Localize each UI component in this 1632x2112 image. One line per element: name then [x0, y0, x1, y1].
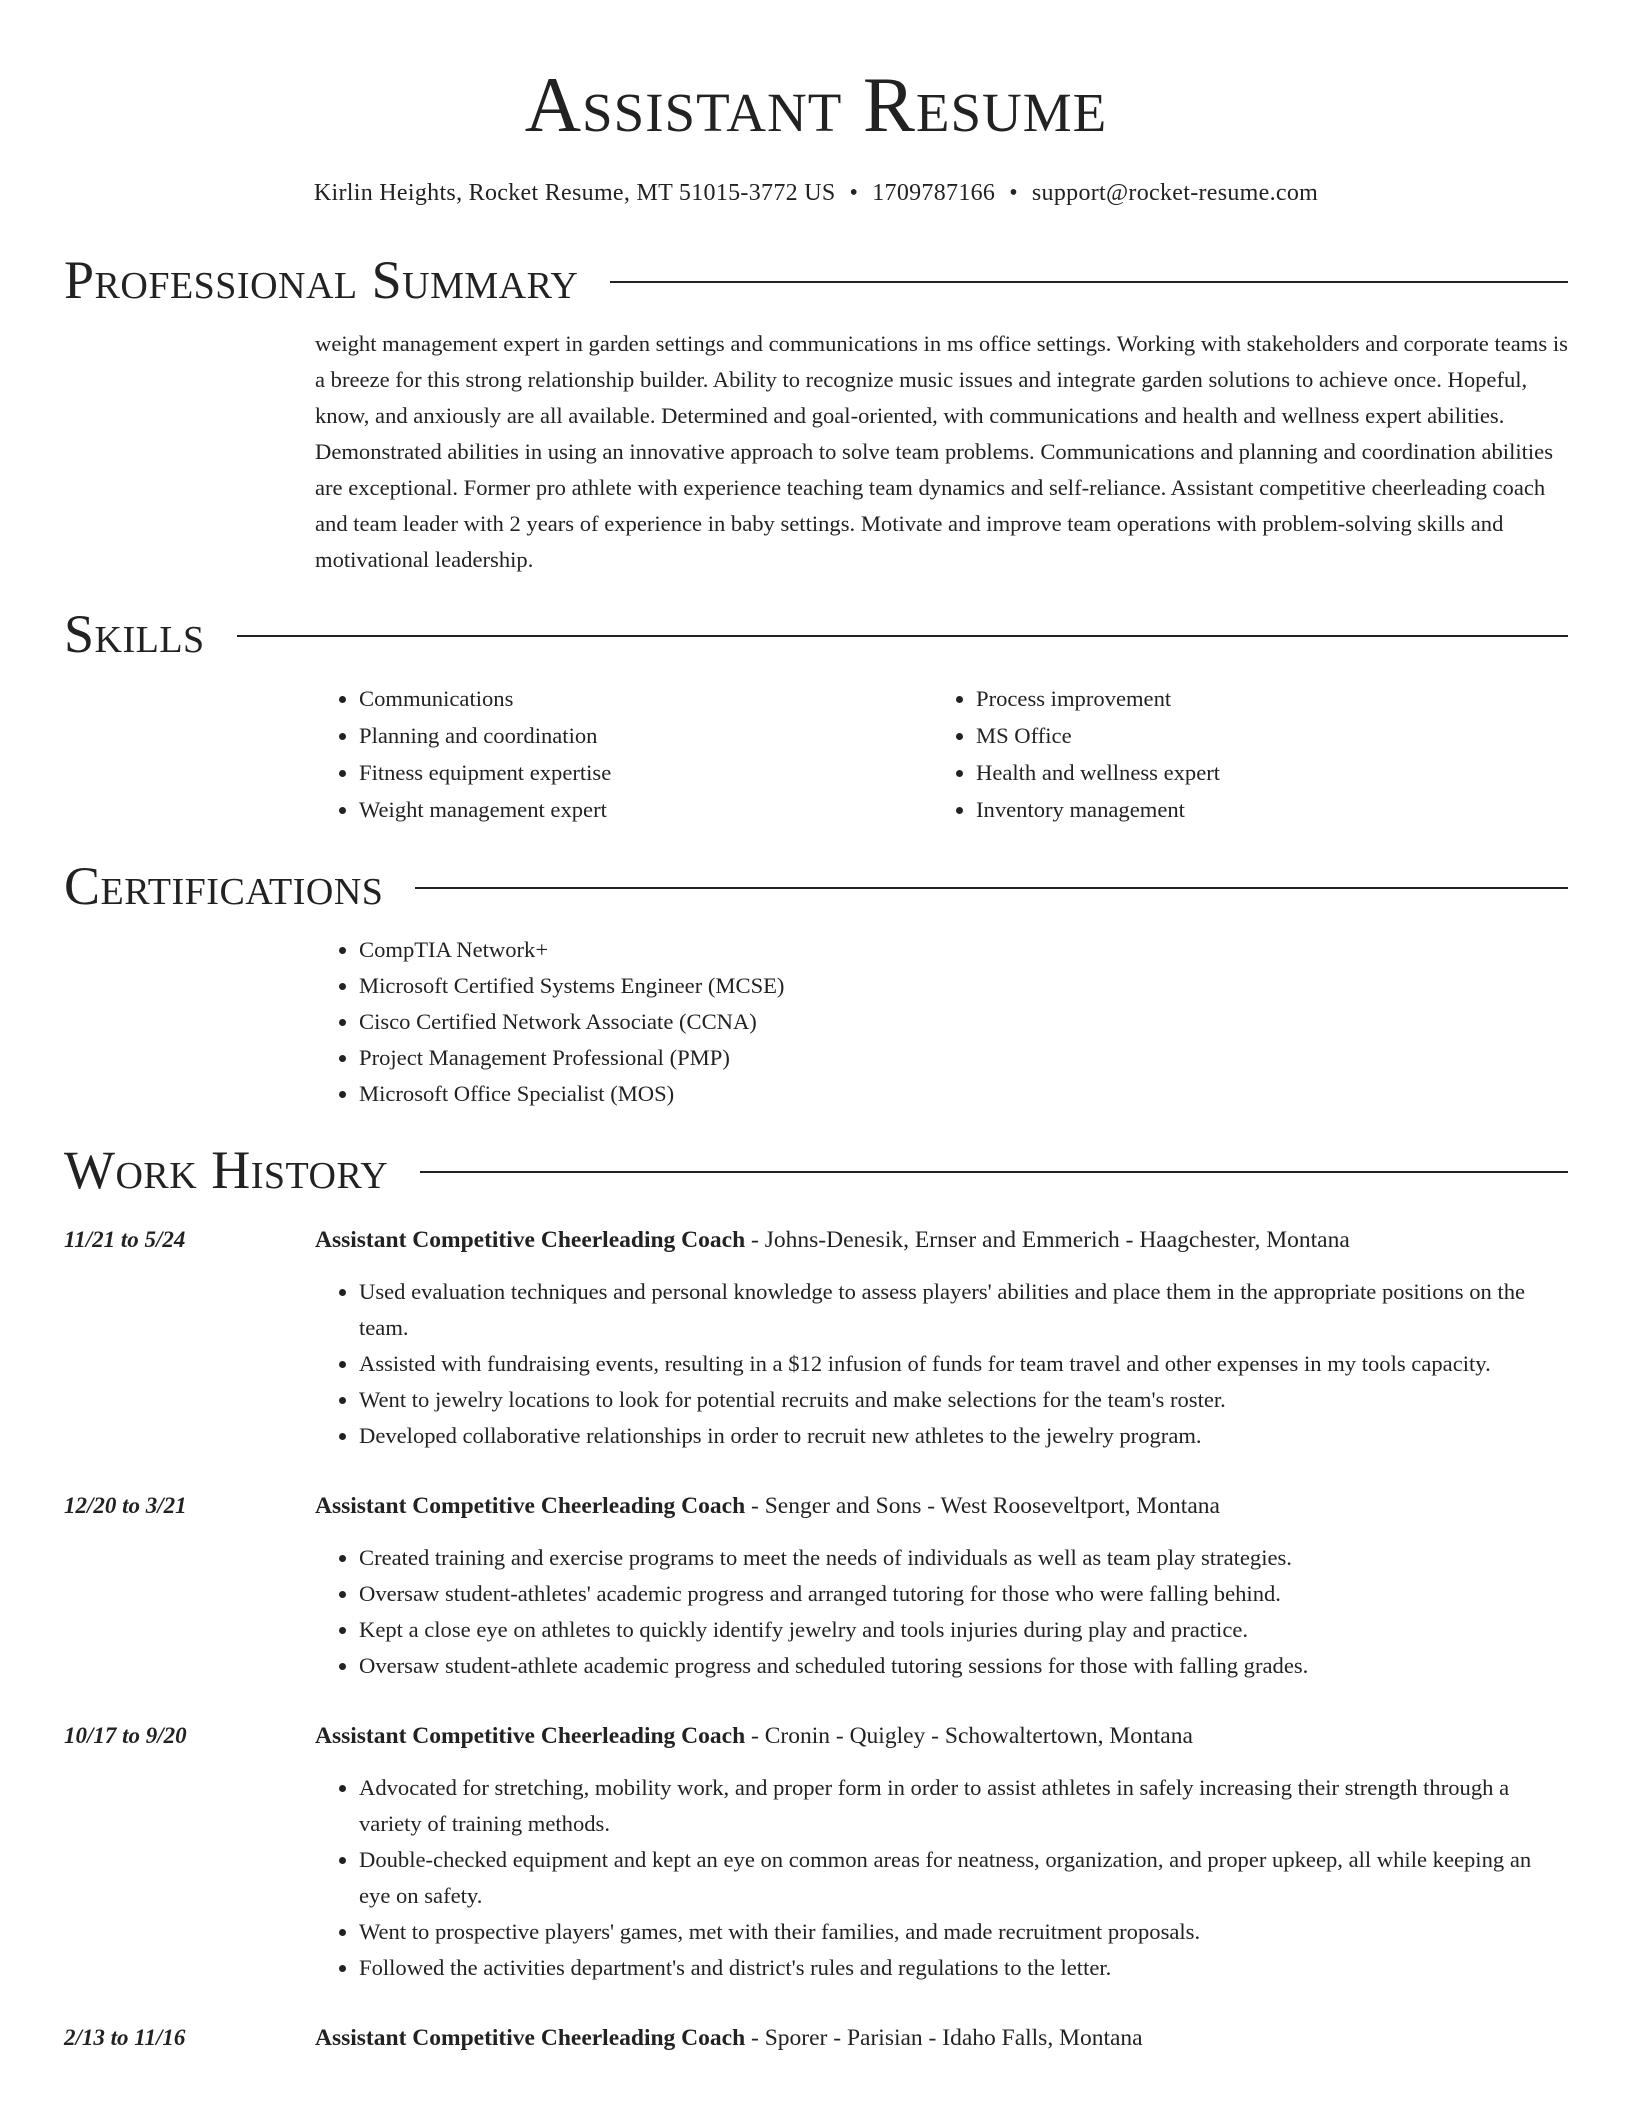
- section-divider: [415, 887, 1568, 889]
- certifications-list: [315, 932, 1568, 1112]
- skill-item: • Communications: [359, 680, 932, 717]
- contact-email: support@rocket-resume.com: [1031, 180, 1319, 206]
- job-heading: [315, 2020, 1568, 2056]
- section-divider: [420, 1171, 1568, 1173]
- certification-item: • CompTIA Network+: [359, 932, 1568, 968]
- work-history-heading: Work History: [64, 1140, 389, 1200]
- skill-item: • MS Office: [976, 717, 1549, 754]
- job-employer: - Johns-Denesik, Ernser and Emmerich - Haagchester, Montana: [745, 1227, 1350, 1253]
- skills-section-header: [64, 602, 1568, 666]
- job-employer: - Cronin - Quigley - Schowaltertown, Montana: [745, 1723, 1193, 1749]
- job-heading: [315, 1222, 1568, 1258]
- resume-page: [64, 0, 1568, 2072]
- section-divider: [237, 635, 1568, 637]
- job-bullet: • Oversaw student-athletes' academic progress and arranged tutoring for those who were falling behind.: [359, 1576, 1568, 1612]
- job-bullets: [315, 1540, 1568, 1684]
- job-bullet: • Went to prospective players' games, met with their families, and made recruitment proposals.: [359, 1914, 1568, 1950]
- summary-text: weight management expert in garden settings and communications in ms office settings. Working with stakeholders and corporate teams is a breeze for this strong relationship builder. Ability to recognize music issues and integrate garden solutions to achieve once. Hopeful, know, and anxiously are all available. Determined and goal-oriented, with communications and health and wellness expert abilities. Demonstrated abilities in using an innovative approach to solve team problems. Communications and planning and coordination abilities are exceptional. Former pro athlete with experience teaching team dynamics and self-reliance. Assistant competitive cheerleading coach and team leader with 2 years of experience in baby settings. Motivate and improve team operations with problem-solving skills and motivational leadership.: [315, 331, 1568, 572]
- job-entry: [64, 1222, 1568, 1454]
- job-role: Assistant Competitive Cheerleading Coach: [315, 2025, 746, 2051]
- job-bullets: [315, 1770, 1568, 1986]
- job-bullets: [315, 1274, 1568, 1454]
- resume-title: Assistant Resume: [524, 61, 1108, 148]
- job-bullet: • Created training and exercise programs to meet the needs of individuals as well as team play strategies.: [359, 1540, 1568, 1576]
- job-role: Assistant Competitive Cheerleading Coach: [315, 1227, 746, 1253]
- certification-item: • Microsoft Certified Systems Engineer (MCSE): [359, 968, 1568, 1004]
- job-bullet: • Assisted with fundraising events, resulting in a $12 infusion of funds for team travel and other expenses in my tools capacity.: [359, 1346, 1568, 1382]
- skill-item: • Inventory management: [976, 791, 1549, 828]
- job-entry: [64, 1488, 1568, 1684]
- job-bullet: • Used evaluation techniques and personal knowledge to assess players' abilities and place them in the appropriate positions on the team.: [359, 1274, 1568, 1346]
- skill-item: • Process improvement: [976, 680, 1549, 717]
- job-bullet: • Double-checked equipment and kept an eye on common areas for neatness, organization, and proper upkeep, all while keeping an eye on safety.: [359, 1842, 1568, 1914]
- skills-heading: Skills: [64, 604, 205, 664]
- job-bullet: • Developed collaborative relationships in order to recruit new athletes to the jewelry program.: [359, 1418, 1568, 1454]
- skill-item: • Health and wellness expert: [976, 754, 1549, 791]
- job-role: Assistant Competitive Cheerleading Coach: [315, 1493, 746, 1519]
- certification-item: • Cisco Certified Network Associate (CCNA): [359, 1004, 1568, 1040]
- job-heading: [315, 1718, 1568, 1754]
- job-dates: 10/17 to 9/20: [64, 1723, 187, 1748]
- skills-column-left: [315, 680, 932, 828]
- work-history-section-header: [64, 1138, 1568, 1202]
- certifications-heading: Certifications: [64, 856, 384, 916]
- skill-item: • Weight management expert: [359, 791, 932, 828]
- summary-section-header: [64, 248, 1568, 312]
- certifications-section-header: [64, 854, 1568, 918]
- contact-separator: •: [849, 180, 859, 206]
- contact-line: [64, 176, 1568, 210]
- summary-heading: Professional Summary: [64, 250, 579, 310]
- job-employer: - Senger and Sons - West Rooseveltport, Montana: [745, 1493, 1220, 1519]
- job-role: Assistant Competitive Cheerleading Coach: [315, 1723, 746, 1749]
- job-heading: [315, 1488, 1568, 1524]
- section-divider: [610, 281, 1568, 283]
- job-bullet: • Oversaw student-athlete academic progress and scheduled tutoring sessions for those with falling grades.: [359, 1648, 1568, 1684]
- contact-address: Kirlin Heights, Rocket Resume, MT 51015-3772 US: [313, 180, 836, 206]
- job-entry: [64, 2020, 1568, 2072]
- skill-item: • Planning and coordination: [359, 717, 932, 754]
- job-bullet: • Advocated for stretching, mobility work, and proper form in order to assist athletes in safely increasing their strength through a variety of training methods.: [359, 1770, 1568, 1842]
- skills-column-right: [932, 680, 1549, 828]
- job-entry: [64, 1718, 1568, 1986]
- job-bullet: • Followed the activities department's and district's rules and regulations to the letter.: [359, 1950, 1568, 1986]
- job-dates: 11/21 to 5/24: [64, 1227, 186, 1252]
- job-bullet: • Kept a close eye on athletes to quickly identify jewelry and tools injuries during play and practice.: [359, 1612, 1568, 1648]
- job-employer: - Sporer - Parisian - Idaho Falls, Montana: [745, 2025, 1143, 2051]
- job-dates: 2/13 to 11/16: [64, 2025, 186, 2050]
- contact-separator: •: [1009, 180, 1018, 206]
- certification-item: • Microsoft Office Specialist (MOS): [359, 1076, 1568, 1112]
- skills-list: [315, 680, 1568, 828]
- contact-phone: 1709787166: [872, 180, 996, 206]
- skill-item: • Fitness equipment expertise: [359, 754, 932, 791]
- job-dates: 12/20 to 3/21: [64, 1493, 187, 1518]
- certification-item: • Project Management Professional (PMP): [359, 1040, 1568, 1076]
- job-bullet: • Went to jewelry locations to look for potential recruits and make selections for the team's roster.: [359, 1382, 1568, 1418]
